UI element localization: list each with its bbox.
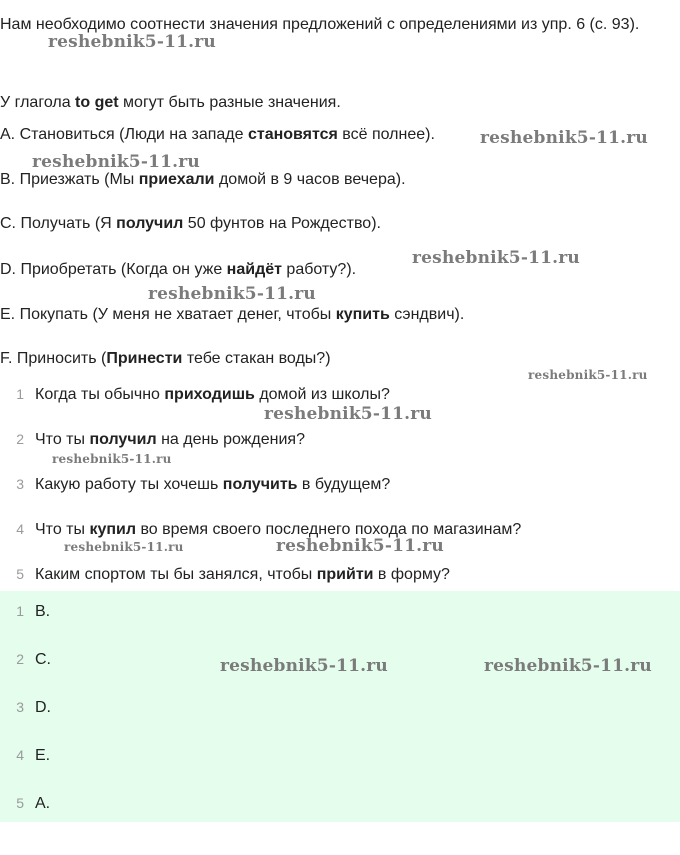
answer-letter: A.: [35, 795, 51, 812]
definition-e: E. Покупать (У меня не хватает денег, чтобы купить сэндвич).: [0, 306, 465, 323]
watermark: reshebnik5-11.ru: [64, 540, 184, 554]
definition-d: D. Приобретать (Когда он уже найдёт работу?).: [0, 261, 357, 278]
question-number: 5: [16, 566, 24, 582]
question-3: 3 Какую работу ты хочешь получить в будущем?: [0, 473, 390, 495]
answer-letter: C.: [35, 651, 51, 668]
definition-f: F. Приносить (Принести тебе стакан воды?): [0, 350, 331, 367]
answer-4: [0, 744, 50, 766]
watermark: reshebnik5-11.ru: [276, 536, 444, 556]
answer-number: 5: [16, 795, 24, 811]
question-number: 3: [16, 476, 24, 492]
question-number: 4: [16, 521, 24, 537]
answer-number: 2: [16, 651, 24, 667]
question-1: 1 Когда ты обычно приходишь домой из школы?: [0, 383, 390, 405]
answer-letter: E.: [35, 747, 51, 764]
question-4: 4 Что ты купил во время своего последнего похода по магазинам?: [0, 518, 521, 540]
answer-number: 4: [16, 747, 24, 763]
watermark: reshebnik5-11.ru: [412, 248, 580, 268]
answer-letter: B.: [35, 603, 51, 620]
question-5: 5 Каким спортом ты бы занялся, чтобы прийти в форму?: [0, 563, 450, 585]
task-intro: Нам необходимо соотнести значения предложений с определениями из упр. 6 (с. 93).: [0, 16, 640, 33]
watermark: reshebnik5-11.ru: [220, 656, 388, 676]
watermark: reshebnik5-11.ru: [48, 32, 216, 52]
watermark: reshebnik5-11.ru: [528, 368, 648, 382]
definition-a: A. Становиться (Люди на западе становятся всё полнее).: [0, 126, 435, 143]
answer-1: [0, 600, 50, 622]
question-number: 2: [16, 431, 24, 447]
answer-number: 1: [16, 603, 24, 619]
watermark: reshebnik5-11.ru: [484, 656, 652, 676]
question-number: 1: [16, 386, 24, 402]
definition-c: C. Получать (Я получил 50 фунтов на Рождество).: [0, 215, 381, 232]
answer-letter: D.: [35, 699, 51, 716]
answer-2: [0, 648, 51, 670]
answer-number: 3: [16, 699, 24, 715]
verb-line: У глагола to get могут быть разные значения.: [0, 94, 341, 111]
watermark: reshebnik5-11.ru: [148, 284, 316, 304]
answer-5: [0, 792, 50, 814]
answers-block: [0, 591, 680, 822]
definition-b: B. Приезжать (Мы приехали домой в 9 часов вечера).: [0, 171, 406, 188]
watermark: reshebnik5-11.ru: [32, 152, 200, 172]
question-2: 2 Что ты получил на день рождения?: [0, 428, 305, 450]
watermark: reshebnik5-11.ru: [264, 404, 432, 424]
watermark: reshebnik5-11.ru: [480, 128, 648, 148]
watermark: reshebnik5-11.ru: [52, 452, 172, 466]
answer-3: [0, 696, 51, 718]
